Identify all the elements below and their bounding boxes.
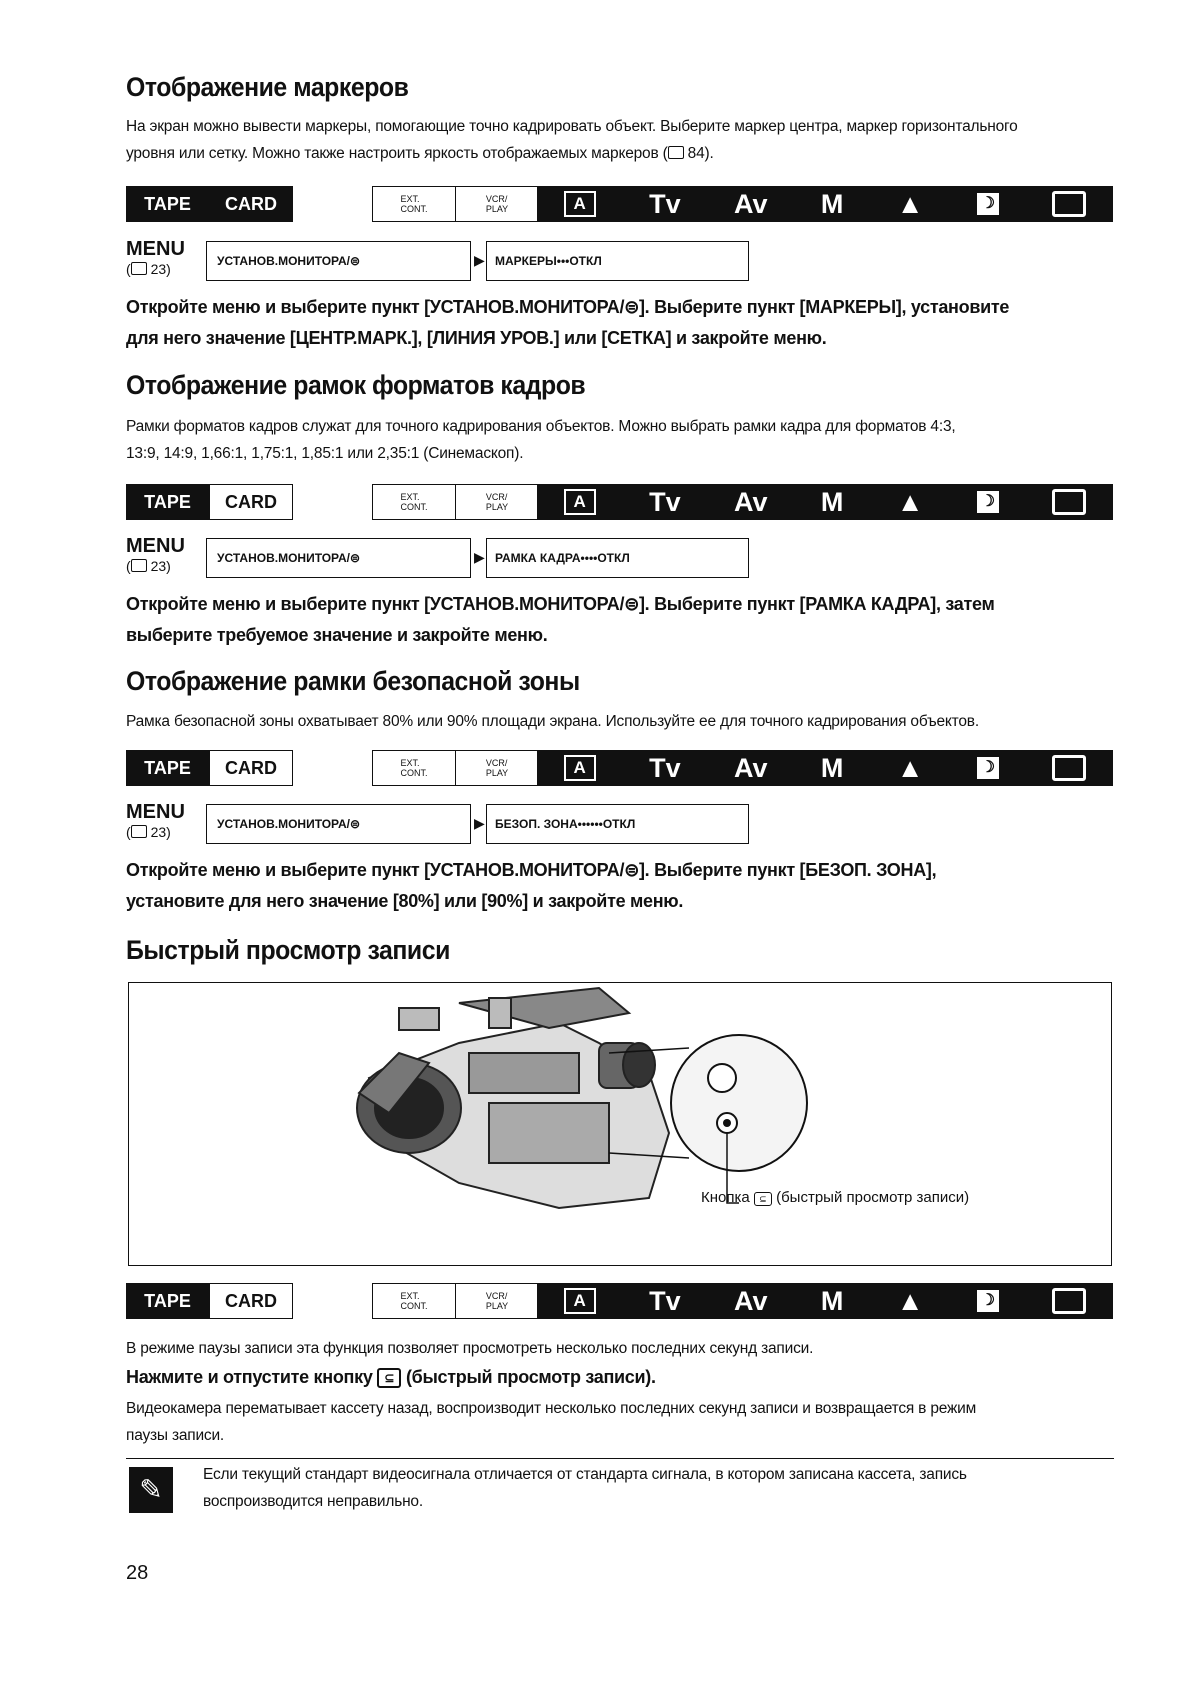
mode-card: CARD (209, 750, 293, 786)
mode-vcr-play: VCR/ PLAY (455, 750, 539, 786)
night-mode-icon: ☽ (977, 1290, 999, 1312)
menu-item-box: УСТАНОВ.МОНИТОРА/ ⊜ (206, 804, 471, 844)
review-result: Видеокамера перематывает кассету назад, воспроизводит несколько последних секунд записи и возвращается в режим паузы записи. (126, 1400, 977, 1444)
section-desc-markers: На экран можно вывести маркеры, помогающие точно кадрировать объект. Выберите маркер центра, маркер горизонтального уровня или сетку. Можно также настроить яркость отображаемых маркеров ( 84). (126, 118, 1018, 162)
night-mode-icon: ☽ (977, 193, 999, 215)
m-mode: M (820, 486, 844, 517)
mode-bar (126, 1283, 1113, 1319)
cine-mode-icon (1052, 489, 1086, 515)
menu-setting-box: МАРКЕРЫ•••ОТКЛ (486, 241, 749, 281)
book-icon (668, 146, 684, 159)
av-mode: Av (733, 752, 768, 783)
av-mode: Av (733, 486, 768, 517)
section-desc-safety-zone: Рамка безопасной зоны охватывает 80% или 90% площади экрана. Используйте ее для точного кадрирования объектов. (126, 713, 979, 730)
mode-bar (126, 484, 1113, 520)
menu-setting-box: БЕЗОП. ЗОНА••••••ОТКЛ (486, 804, 749, 844)
menu-label: MENU (126, 801, 185, 823)
section-title-quick-review: Быстрый просмотр записи (126, 935, 450, 965)
monitor-icon: ⊜ (624, 594, 639, 614)
mode-card: CARD (209, 1283, 293, 1319)
arrow-icon: ▶ (474, 815, 485, 831)
mode-tape: TAPE (126, 186, 209, 222)
arrow-icon: ▶ (474, 549, 485, 565)
instruction-aspect-frames: Откройте меню и выберите пункт [УСТАНОВ.МОНИТОРА/⊜]. Выберите пункт [РАМКА КАДРА], затем выберите требуемое значение и закройте меню. (126, 594, 995, 645)
tv-mode: Tv (649, 752, 681, 783)
menu-ref: ( 23) (126, 824, 171, 840)
book-icon (131, 825, 147, 838)
mode-ext-cont: EXT. CONT. (372, 750, 456, 786)
section-title-safety-zone: Отображение рамки безопасной зоны (126, 666, 580, 696)
monitor-icon: ⊜ (350, 551, 361, 565)
monitor-icon: ⊜ (350, 817, 361, 831)
tv-mode: Tv (649, 1285, 681, 1316)
arrow-icon: ▶ (474, 252, 485, 268)
mode-vcr-play: VCR/ PLAY (455, 1283, 539, 1319)
page-number: 28 (126, 1562, 149, 1584)
quick-review-button-icon: ⊆ (754, 1192, 772, 1206)
easy-mode-icon: ▲ (896, 752, 924, 783)
mode-card: CARD (209, 484, 293, 520)
auto-mode-icon: A (564, 755, 596, 781)
section-desc-aspect-frames: Рамки форматов кадров служат для точного кадрирования объектов. Можно выбрать рамки кадра для форматов 4:3, 13:9, 14:9, 1,66:1, 1,75:1, 1,85:1 или 2,35:1 (Синемаскоп). (126, 418, 956, 462)
camcorder-illustration (129, 983, 1111, 1265)
mode-dial-row (537, 186, 1113, 222)
divider (126, 1458, 1114, 1459)
section-title-aspect-frames: Отображение рамок форматов кадров (126, 370, 586, 400)
review-desc: В режиме паузы записи эта функция позволяет просмотреть несколько последних секунд записи. (126, 1340, 814, 1357)
easy-mode-icon: ▲ (896, 486, 924, 517)
cine-mode-icon (1052, 1288, 1086, 1314)
av-mode: Av (733, 188, 768, 219)
mode-tape: TAPE (126, 484, 209, 520)
mode-vcr-play: VCR/ PLAY (455, 186, 539, 222)
menu-label: MENU (126, 238, 185, 260)
review-instruction: Нажмите и отпустите кнопку ⊆ (быстрый просмотр записи). (126, 1367, 656, 1387)
auto-mode-icon: A (564, 1288, 596, 1314)
mode-dial-row (537, 750, 1113, 786)
av-mode: Av (733, 1285, 768, 1316)
auto-mode-icon: A (564, 191, 596, 217)
note-text: Если текущий стандарт видеосигнала отличается от стандарта сигнала, в котором записана кассета, запись воспроизводится неправильно. (203, 1466, 967, 1510)
easy-mode-icon: ▲ (896, 1285, 924, 1316)
mode-ext-cont: EXT. CONT. (372, 186, 456, 222)
night-mode-icon: ☽ (977, 757, 999, 779)
mode-dial-row (537, 484, 1113, 520)
m-mode: M (820, 188, 844, 219)
menu-ref: ( 23) (126, 261, 171, 277)
menu-setting-box: РАМКА КАДРА••••ОТКЛ (486, 538, 749, 578)
menu-item-box: УСТАНОВ.МОНИТОРА/ ⊜ (206, 538, 471, 578)
book-icon (131, 559, 147, 572)
mode-tape: TAPE (126, 1283, 209, 1319)
cine-mode-icon (1052, 191, 1086, 217)
mode-ext-cont: EXT. CONT. (372, 1283, 456, 1319)
mode-vcr-play: VCR/ PLAY (455, 484, 539, 520)
menu-item-box: УСТАНОВ.МОНИТОРА/ ⊜ (206, 241, 471, 281)
mode-bar (126, 750, 1113, 786)
tv-mode: Tv (649, 188, 681, 219)
mode-dial-row (537, 1283, 1113, 1319)
mode-tape: TAPE (126, 750, 209, 786)
auto-mode-icon: A (564, 489, 596, 515)
m-mode: M (820, 752, 844, 783)
monitor-icon: ⊜ (624, 297, 639, 317)
note-pencil-icon: ✎ (129, 1467, 173, 1513)
book-icon (131, 262, 147, 275)
easy-mode-icon: ▲ (896, 188, 924, 219)
section-title-markers: Отображение маркеров (126, 72, 409, 102)
mode-card: CARD (209, 186, 293, 222)
mode-ext-cont: EXT. CONT. (372, 484, 456, 520)
instruction-markers: Откройте меню и выберите пункт [УСТАНОВ.МОНИТОРА/⊜]. Выберите пункт [МАРКЕРЫ], установите для него значение [ЦЕНТР.МАРК.], [ЛИНИЯ УРОВ.] или [СЕТКА] и закройте меню. (126, 297, 1010, 348)
menu-label: MENU (126, 535, 185, 557)
cine-mode-icon (1052, 755, 1086, 781)
instruction-safety-zone: Откройте меню и выберите пункт [УСТАНОВ.МОНИТОРА/⊜]. Выберите пункт [БЕЗОП. ЗОНА], установите для него значение [80%] или [90%] и закройте меню. (126, 860, 937, 911)
monitor-icon: ⊜ (624, 860, 639, 880)
monitor-icon: ⊜ (350, 254, 361, 268)
mode-bar (126, 186, 1113, 222)
m-mode: M (820, 1285, 844, 1316)
night-mode-icon: ☽ (977, 491, 999, 513)
button-callout: Кнопка ⊆ (быстрый просмотр записи) (701, 1189, 970, 1206)
camera-illustration-frame (128, 982, 1112, 1266)
tv-mode: Tv (649, 486, 681, 517)
menu-ref: ( 23) (126, 558, 171, 574)
quick-review-button-icon: ⊆ (377, 1368, 401, 1388)
